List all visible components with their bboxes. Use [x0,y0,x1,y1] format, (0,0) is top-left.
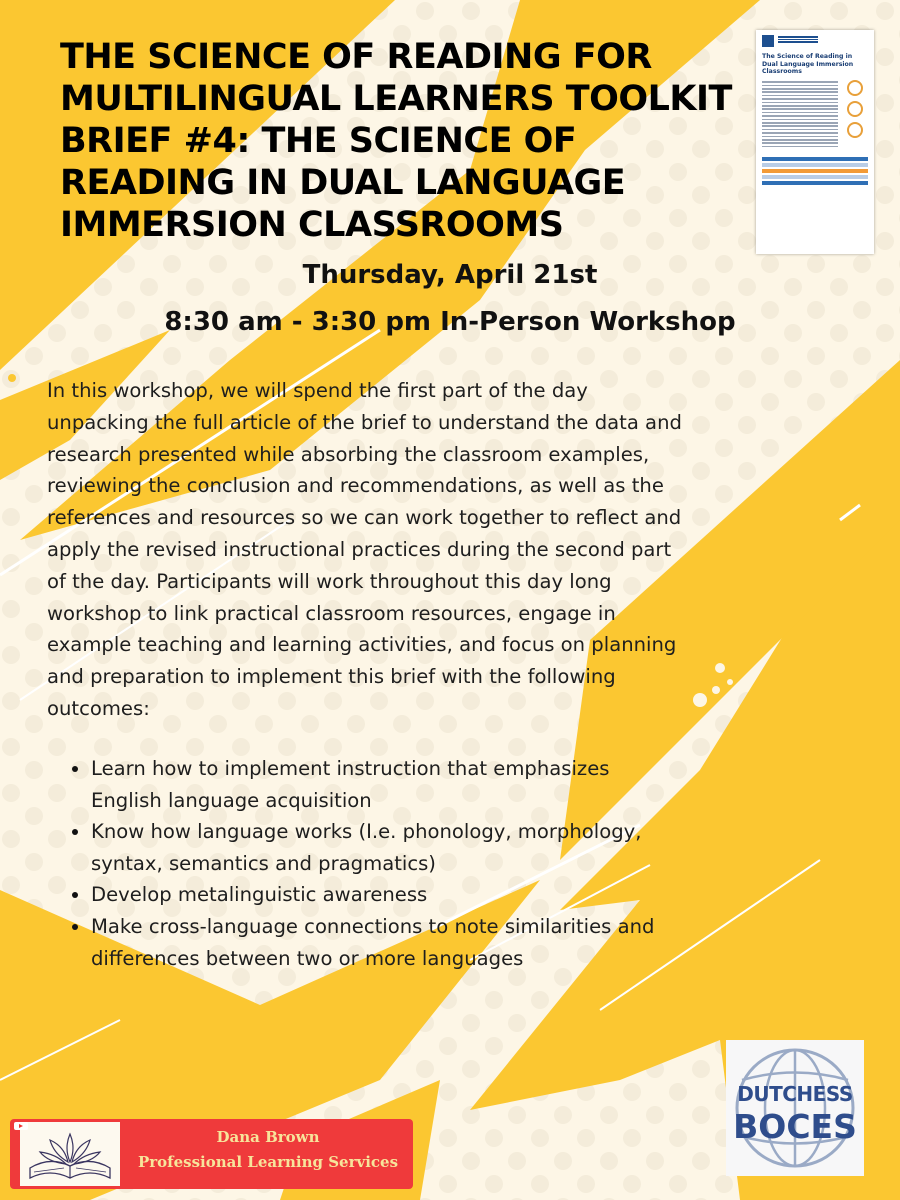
presenter-name: Dana Brown [216,1128,320,1146]
presenter-department: Professional Learning Services [137,1153,399,1171]
outcomes-list [60,753,780,974]
book-lotus-illustration [20,1122,120,1186]
presenter-banner [10,1119,413,1189]
thumbnail-text-lines [762,80,838,150]
logo-text-line2: BOCES [733,1107,857,1146]
brief-thumbnail [756,30,874,254]
nysed-logo-icon [762,35,774,47]
outcome-item: Know how language works (I.e. phonology, morphology, syntax, semantics and pragmatics) [60,816,780,879]
workshop-title: THE SCIENCE OF READING FOR MULTILINGUAL LEARNERS TOOLKIT BRIEF #4: THE SCIENCE OF READING IN DUAL LANGUAGE IMMERSION CLASSROOMS [60,37,732,245]
dutchess-boces-logo [726,1040,864,1176]
outcome-item: Develop metalinguistic awareness [60,879,780,911]
outcome-item: Learn how to implement instruction that emphasizes English language acquisition [60,753,780,816]
event-date: Thursday, April 21st [302,260,598,290]
thumbnail-title: The Science of Reading in Dual Language Immersion Classrooms [762,53,854,75]
logo-text-line1: DUTCHESS [737,1082,853,1106]
outcome-item: Make cross-language connections to note similarities and differences between two or more languages [60,911,780,974]
thumbnail-icons [842,80,868,150]
workshop-description: In this workshop, we will spend the first part of the day unpacking the full article of the brief to understand the data and research presented while absorbing the classroom examples, reviewing the conclusion and recommendations, as well as the references and resources so we can work together to reflect and apply the revised instructional practices during the second part of the day. Participants will work throughout this day long workshop to link practical classroom resources, engage in example teaching and learning activities, and focus on planning and preparation to implement this brief with the following outcomes: [47,379,682,720]
play-badge-icon [14,1122,28,1130]
thumbnail-org-placeholder [778,35,818,44]
event-time: 8:30 am - 3:30 pm In-Person Workshop [164,307,736,337]
thumbnail-table [756,151,874,191]
